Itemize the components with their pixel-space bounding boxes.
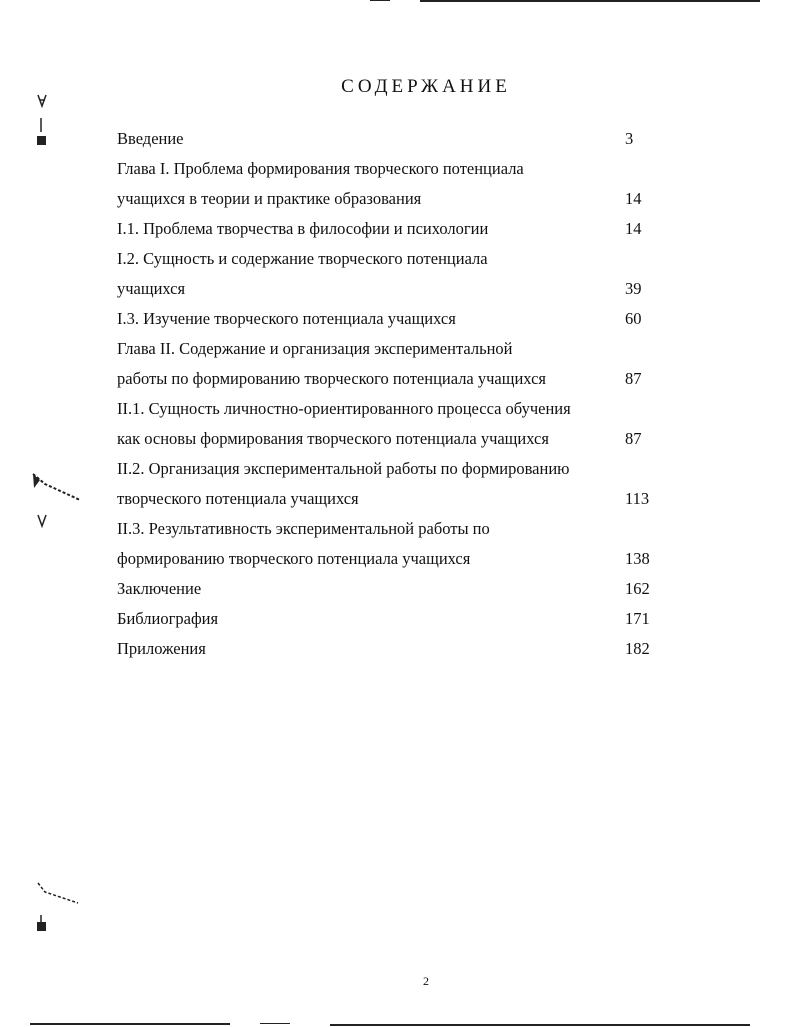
toc-entry-text: работы по формированию творческого потенциала учащихся bbox=[117, 369, 546, 388]
toc-entry bbox=[117, 244, 657, 274]
table-of-contents bbox=[117, 124, 657, 664]
toc-entry bbox=[117, 634, 657, 664]
toc-entry-page: 113 bbox=[625, 489, 650, 508]
toc-entry-page: 171 bbox=[625, 609, 650, 628]
toc-entry bbox=[117, 124, 657, 154]
toc-entry-text: II.3. Результативность экспериментальной работы по bbox=[117, 519, 490, 538]
binding-mark-2 bbox=[37, 118, 46, 145]
toc-entry-page: 39 bbox=[625, 279, 642, 298]
toc-entry bbox=[117, 214, 657, 244]
scan-artifact-top-dash bbox=[370, 0, 390, 1]
toc-entry bbox=[117, 274, 657, 304]
toc-entry-page: 138 bbox=[625, 549, 650, 568]
toc-entry-text: Введение bbox=[117, 129, 184, 148]
scan-artifact-top-line bbox=[420, 0, 760, 2]
page-title: СОДЕРЖАНИЕ bbox=[341, 76, 511, 97]
toc-entry bbox=[117, 514, 657, 544]
toc-entry-text: учащихся в теории и практике образования bbox=[117, 189, 422, 208]
toc-entry-text: II.1. Сущность личностно-ориентированного процесса обучения bbox=[117, 399, 571, 418]
toc-entry bbox=[117, 184, 657, 214]
binding-mark-3 bbox=[33, 474, 80, 526]
toc-entry bbox=[117, 424, 657, 454]
toc-entry-page: 14 bbox=[625, 189, 642, 208]
toc-entry-text: творческого потенциала учащихся bbox=[117, 489, 359, 508]
toc-entry-text: учащихся bbox=[117, 279, 186, 298]
toc-entry-page: 60 bbox=[625, 309, 642, 328]
toc-entry-page: 87 bbox=[625, 429, 642, 448]
page-number: 2 bbox=[423, 974, 429, 988]
toc-entry-text: I.3. Изучение творческого потенциала учащихся bbox=[117, 309, 456, 328]
binding-hole-marks bbox=[0, 0, 90, 960]
toc-entry-text: Глава I. Проблема формирования творческого потенциала bbox=[117, 159, 524, 178]
toc-entry bbox=[117, 544, 657, 574]
toc-entry-text: I.1. Проблема творчества в философии и психологии bbox=[117, 219, 489, 238]
toc-entry bbox=[117, 394, 657, 424]
toc-entry bbox=[117, 484, 657, 514]
toc-entry-page: 162 bbox=[625, 579, 650, 598]
toc-entry-text: II.2. Организация экспериментальной работы по формированию bbox=[117, 459, 570, 478]
toc-entry bbox=[117, 304, 657, 334]
scan-artifact-bottom-line bbox=[30, 1023, 230, 1025]
scan-artifact-bottom-line-2 bbox=[260, 1023, 290, 1024]
toc-entry bbox=[117, 574, 657, 604]
toc-entry-page: 87 bbox=[625, 369, 642, 388]
toc-entry-text: I.2. Сущность и содержание творческого потенциала bbox=[117, 249, 488, 268]
toc-entry bbox=[117, 334, 657, 364]
toc-entry-text: формированию творческого потенциала учащихся bbox=[117, 549, 471, 568]
toc-entry-text: как основы формирования творческого потенциала учащихся bbox=[117, 429, 549, 448]
toc-entry-text: Приложения bbox=[117, 639, 206, 658]
scan-artifact-bottom-line-3 bbox=[330, 1024, 750, 1026]
toc-entry-text: Заключение bbox=[117, 579, 202, 598]
toc-entry-text: Глава II. Содержание и организация экспериментальной bbox=[117, 339, 513, 358]
toc-entry-page: 182 bbox=[625, 639, 650, 658]
toc-entry bbox=[117, 604, 657, 634]
binding-mark-4 bbox=[37, 883, 78, 931]
toc-entry bbox=[117, 454, 657, 484]
toc-entry-page: 14 bbox=[625, 219, 642, 238]
toc-entry-text: Библиография bbox=[117, 609, 219, 628]
toc-entry bbox=[117, 364, 657, 394]
toc-entry-page: 3 bbox=[625, 129, 634, 148]
toc-entry bbox=[117, 154, 657, 184]
